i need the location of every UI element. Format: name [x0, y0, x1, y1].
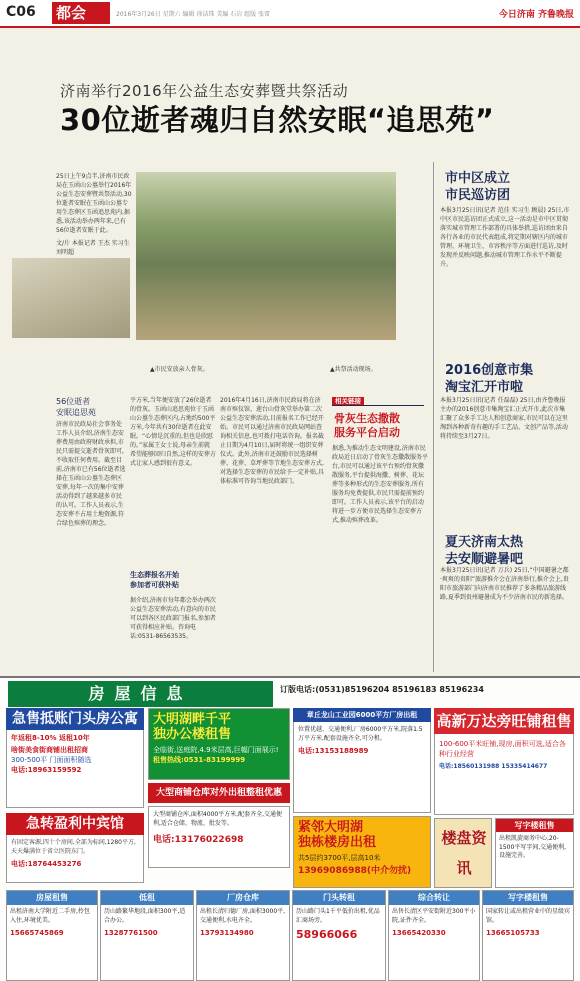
- ad-warehouse: [148, 806, 290, 868]
- bottom-ad-4-title: 综合转让: [389, 891, 479, 905]
- byline: 文/片 本报记者 王杰 实习生 刘明超: [56, 240, 130, 256]
- body-column-4: 2016年4月16日,济南市民政局将在济南市殡仪馆、莲台山骨灰堂举办第二次公益生态安葬活动,目前报名工作已经开始。市民可以通过济南市民政局网站查询相关信息,也可拨打电话咨询。报名截止日期为4月10日,届时将统一组织安葬仪式。此外,济南市还鼓励市民选择树葬、花葬、草坪葬等节地生态安葬方式,对选择生态安葬的市民给予一定补贴,具体标准可咨询当地民政部门。: [220, 397, 324, 485]
- newspaper-brand: 今日济南 齐鲁晚报: [498, 10, 574, 20]
- ad-property-title: 楼盘资讯: [441, 829, 487, 877]
- ad-apartment-line-0: 年返租8-10% 返租10年: [11, 734, 90, 742]
- bottom-ad-2: [196, 890, 290, 981]
- ad-building-phone: 13969086988(中介勿扰): [298, 866, 412, 876]
- bottom-ad-4: [388, 890, 480, 981]
- bottom-ad-4-phone: 13665420330: [392, 929, 446, 937]
- bottom-ad-1: [100, 890, 194, 981]
- header-rule: [0, 26, 580, 28]
- ad-wanda-phone: 电话:18560131988 15335414677: [439, 763, 548, 770]
- ad-building-title: 紧邻大明湖 独栋楼房出租: [298, 820, 377, 850]
- bottom-ad-4-text: 出售长清区平安街附近300平小院,证件齐全。: [392, 908, 476, 924]
- subhead-1: 56位逝者 安眠追思苑: [56, 397, 96, 417]
- bottom-ad-1-title: 低租: [101, 891, 193, 905]
- bottom-ad-2-title: 厂房仓库: [197, 891, 289, 905]
- sidebar-body: 据悉,为推动生态文明建设,济南市民政局近日启动了骨灰生态撒散服务平台,市民可以通过该平台预约骨灰撒散服务,平台提供海撒、树葬、花坛葬等多种形式的生态安葬服务,所有服务均免费提供,市民只需提前预约即可。工作人员表示,该平台的启动将进一步方便市民选择生态安葬方式,推动殡葬改革。: [332, 445, 428, 524]
- related-link-label: 相关链接: [332, 397, 364, 405]
- ad-zhangqiu-title: 章丘龙山工业园6000平方厂房出租: [293, 708, 431, 722]
- classifieds-banner: 房屋信息: [8, 681, 273, 707]
- bottom-ad-0-text: 出租济南大学附近二手房,拎包入住,环境优美。: [10, 908, 90, 924]
- bottom-ad-3-phone: 58966066: [296, 928, 358, 941]
- ad-daminghu-phone: 租售热线:0531-83199999: [153, 756, 246, 764]
- ad-daminghu-text: 全临街,送庭院,4.9米层高,巨幅门面展示!: [153, 746, 279, 754]
- ad-daminghu-office: [148, 708, 290, 780]
- right-body-3: 本报3月25日讯(记者 万兵) 25日,“中国避暑之都·爽爽的贵阳”旅游推介会在济南举行,推介会上,贵阳市旅游部门向济南市民推荐了多条精品旅游线路,夏季到贵州避暑成为不少济南市民的新选择。: [440, 567, 569, 601]
- bottom-ad-0: [6, 890, 98, 981]
- ad-apartment-title: 急售抵账门头房公寓: [6, 708, 144, 730]
- bottom-ad-3-text: 历山路门头1千平低价出租,优品汇商场旁。: [296, 908, 380, 924]
- ad-zhangqiu-phone: 电话:13153188989: [298, 747, 369, 755]
- body-column-1: 济南市民政局社会事务处工作人员介绍,济南生态安葬费用由政府财政承担,市民只需提交逝者骨灰即可,不收取任何费用。截至目前,济南市已有56位逝者选择在玉函山公墓生态葬区安葬,每年一次的集中安葬活动得到了越来越多市民的认可。工作人员表示,生态安葬不占用土地资源,符合绿色殡葬的理念。: [56, 421, 126, 527]
- subhead-2: 生态葬报名开始 参加者可获补贴: [130, 571, 179, 589]
- ad-zhangqiu-factory: [293, 708, 431, 813]
- page-number: C06: [6, 4, 36, 20]
- ad-warehouse-text: 大型商铺仓库,面积4000平方米,配套齐全,交通便利,适合仓储、物流、批发等。: [153, 811, 282, 827]
- ad-wanda-text: 100-600平米旺铺,现房,面积可选,适合各种行业经营: [439, 740, 566, 758]
- ad-building-text: 共5层约3700平,层高10米: [298, 854, 381, 862]
- ash-placement-photo: [12, 258, 130, 338]
- bottom-ad-1-text: 历山路繁华地段,面积300平,适合办公。: [104, 908, 186, 924]
- right-headline-3: 夏天济南太热 去安顺避暑吧: [445, 535, 524, 567]
- bottom-ad-3: [292, 890, 386, 981]
- column-divider: [433, 162, 434, 672]
- ceremony-photo: [136, 172, 396, 340]
- bottom-ad-5: [482, 890, 574, 981]
- bottom-ad-3-title: 门头转租: [293, 891, 385, 905]
- ad-property-info: [434, 818, 492, 888]
- photo-caption-1: ▲市民安放亲人骨灰。: [150, 366, 209, 373]
- bottom-ad-0-title: 房屋租售: [7, 891, 97, 905]
- article-supertitle: 济南举行2016年公益生态安葬暨共祭活动: [60, 82, 349, 100]
- ad-warehouse-title: 大型商铺仓库对外出租整租优惠: [148, 783, 290, 803]
- right-headline-1: 市中区成立 市民巡访团: [445, 171, 511, 203]
- related-link-tag: [332, 396, 424, 406]
- classifieds-hotline: 订版电话:(0531)85196204 85196183 85196234: [280, 685, 484, 694]
- right-body-1: 本报3月25日讯(记者 范佳 实习生 顾晨) 25日,市中区市民巡访团正式成立,这一活动是市中区贯彻落实城市管理工作部署的具体举措,巡访团由来自各行各业的市民代表组成,将定期对辖区内的城市管理、环境卫生、市容秩序等方面进行巡访,及时发现并反映问题,推动城市管理工作水平不断提升。: [440, 207, 570, 268]
- photo-caption-2: ▲共祭活动现场。: [330, 366, 377, 373]
- ad-apartment-line-2: 300-500平 门面面积随选: [11, 756, 92, 764]
- lead-text: 25日上午9点半,济南市民政局在玉函山公墓举行2016年公益生态安葬暨共祭活动,30位逝者安眠在玉函山公墓专用生态葬区玉函追思苑内,据悉,该活动举办两年来,已有56位逝者安眠于此。: [56, 173, 132, 234]
- bottom-ad-5-phone: 13665105733: [486, 929, 540, 937]
- sidebar-headline: 骨灰生态撒散 服务平台启动: [334, 412, 400, 439]
- ad-apartment-line-3: 电话:18963159592: [11, 766, 82, 774]
- ad-hotel-title: 急转盈利中宾馆: [6, 813, 144, 835]
- bottom-ad-5-title: 写字楼租售: [483, 891, 573, 905]
- bottom-ad-0-phone: 15665745869: [10, 929, 64, 937]
- bottom-ad-1-phone: 13287761500: [104, 929, 158, 937]
- bottom-ad-2-phone: 13793134980: [200, 929, 254, 937]
- page-meta: 2016年3月26日 星期六 编辑 徐洁珠 美编 石岩 组版 张雷: [116, 11, 271, 18]
- body-column-2: 平方米,当年便安放了26位逝者的骨灰。玉函山追思苑位于玉函山公墓生态葬区内,占地约500平方米,今年共有30位逝者在此安眠。“心情是沉重的,但也是欣慰的。”家属王女士说,母亲生前就希望能够回归自然,这样的安葬方式让家人感到很有意义。: [130, 397, 216, 467]
- ad-daminghu-building: [293, 816, 431, 888]
- ad-apartment-line-1: 啥街美食街商铺出租招商: [11, 746, 88, 754]
- body-column-3: 据介绍,济南市每年都会举办两次公益生态安葬活动,有意向的市民可以到各区民政部门报名,参加者可获得相应补贴。咨询电话:0531-86563535。: [130, 597, 216, 640]
- ad-office-title: 写字楼租售: [496, 819, 573, 832]
- article-title: 30位逝者魂归自然安眠“追思苑”: [60, 103, 495, 137]
- ad-hotel-phone: 电话:18764453276: [11, 860, 82, 868]
- ad-office-text: 出租凯旋商务中心,20-1500平写字间,交通便利,设施完善。: [499, 835, 567, 859]
- ad-zhangqiu-text: 位置优越、交通便利,厂房6000平方米,院落1.5万平方米,配套设施齐全,可分租。: [298, 726, 423, 742]
- ad-wanda-title: 高新万达旁旺铺租售: [434, 708, 574, 734]
- ad-office-building: [495, 818, 574, 888]
- right-body-2: 本报3月25日讯(记者 任磊磊) 25日,由齐鲁晚报主办的2016创意市集淘宝汇正式开市,此次市集汇聚了众多手工达人和创意商家,市民可以在这里淘到各种新奇有趣的手工艺品、文创产品等,活动将持续至3月27日。: [440, 397, 568, 440]
- ad-daminghu-title: 大明湖畔千平 独办公楼租售: [153, 712, 232, 742]
- right-headline-2: 2016创意市集 淘宝汇开市啦: [445, 363, 534, 395]
- bottom-ad-2-text: 出租长清归德厂房,面积3000平,交通便利,水电齐全。: [200, 908, 286, 924]
- bottom-ad-5-text: 国家转让或出租营业中的星级宾馆。: [486, 908, 571, 924]
- section-name: 都会: [52, 2, 110, 24]
- ad-warehouse-phone: 电话:13176022698: [153, 835, 244, 845]
- ad-hotel-text: 有固定客源,四十个房间,全部为标间,1280平方,天天爆满位于省立医院东门。: [11, 839, 136, 855]
